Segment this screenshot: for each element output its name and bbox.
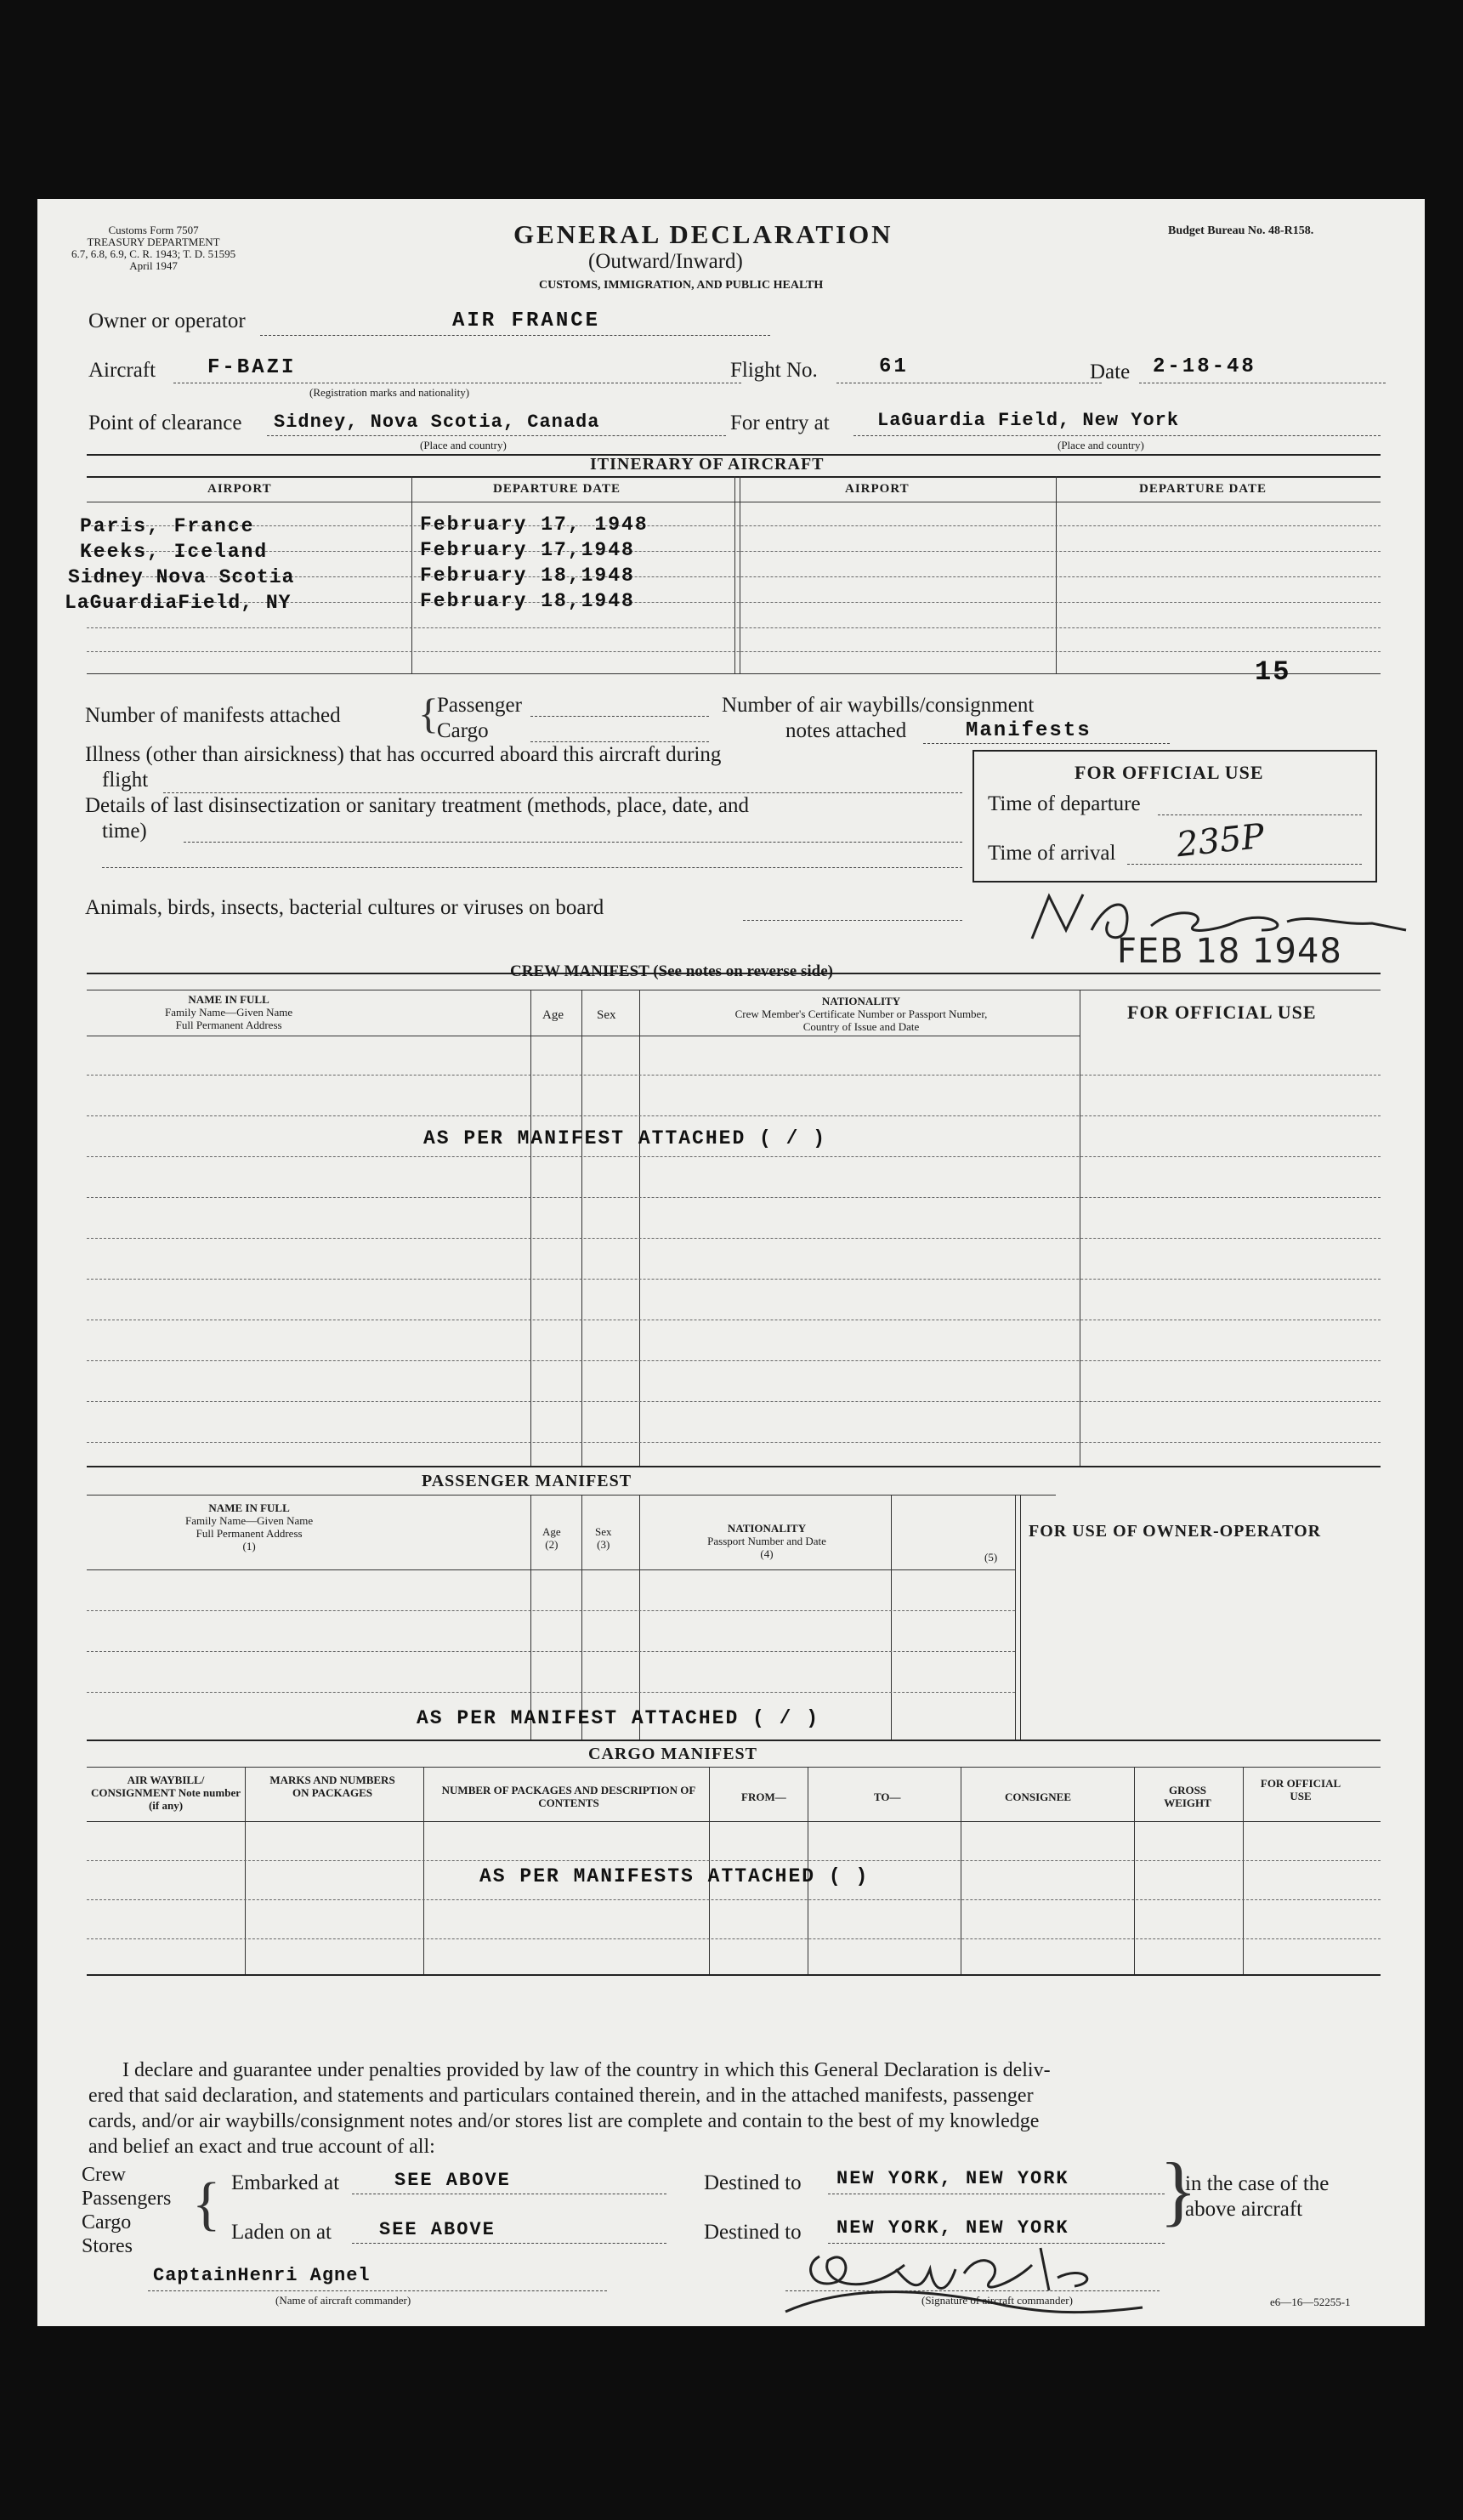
passenger-manifest-entry: AS PER MANIFEST ATTACHED ( / )	[417, 1707, 820, 1729]
cargo-col-packages: NUMBER OF PACKAGES AND DESCRIPTION OF CONTENTS	[441, 1784, 696, 1809]
clearance-note: (Place and country)	[420, 439, 507, 451]
waybills-label: Number of air waybills/consignment	[722, 694, 1035, 717]
itinerary-date: February 17, 1948	[420, 514, 649, 536]
cargo-col-consignee: CONSIGNEE	[1005, 1791, 1072, 1803]
passenger-title: PASSENGER MANIFEST	[422, 1472, 632, 1490]
crew-official-use: FOR OFFICIAL USE	[1127, 1002, 1317, 1023]
embarked-value: SEE ABOVE	[394, 2170, 511, 2191]
declaration-categories: Crew Passengers Cargo Stores	[82, 2164, 172, 2257]
passenger-col-name: NAME IN FULL Family Name—Given Name Full Permanent Address (1)	[185, 1501, 314, 1552]
owner-value: AIR FRANCE	[452, 309, 601, 332]
disinsect-label-2: time)	[102, 820, 147, 843]
embarked-label: Embarked at	[231, 2171, 340, 2194]
itinerary-col-departure-2: DEPARTURE DATE	[1139, 482, 1267, 496]
crew-col-name: NAME IN FULL Family Name—Given Name Full Permanent Address	[165, 993, 293, 1031]
disinsect-label: Details of last disinsectization or sanitary treatment (methods, place, date, and	[85, 794, 749, 817]
form-agencies: CUSTOMS, IMMIGRATION, AND PUBLIC HEALTH	[539, 279, 824, 292]
itinerary-title: ITINERARY OF AIRCRAFT	[590, 455, 825, 474]
declaration-form: Customs Form 7507 TREASURY DEPARTMENT 6.7, 6.8, 6.9, C. R. 1943; T. D. 51595 April 1947 GENERAL DECLARATION (Outward/Inward) CUSTOMS, IMMIGRATION, AND PUBLIC HEALTH Budget Bureau No. 48-R158. Owner or operator AIR FRANCE Aircraft F-BAZI (Registration marks and nationality) Flight No. 61 Date 2-18-48 Point of clearance Sidney, Nova Scotia, Canada (Place and country) For entry at LaGuardia Field, New York (Place and country) ITINERARY OF AIRCRAFT AIRPORT DEPARTURE DATE AIRPORT DEPARTURE DATE Paris, France February 17, 1948 Keeks, Iceland February 17,1948 Sidney Nova Scotia February 18,1948 LaGuardiaField, NY February 18,1948 15 Number of manifests attached { Passenger Cargo Number of air waybills/consignment notes attached Manifests Illness (other than airsickness) that has occurred aboard this aircraft during flight Details of last disinsectization or sanitary treatment (methods, place, date, and time) FOR OFFICIAL USE Time of departure Time of arrival 235P Animals, birds, insects, bacterial cultures or viruses on board FEB 18 1948 CREW MANIFEST (See notes on reverse side) NAME IN FULL Family Name—Given Name Full Permanent Address Age Sex NATIONALITY Crew Member's Certificate Number or Passport Number, Country of Issue and Date FOR OFFICIAL USE AS PER MANIFEST ATTACHED ( / ) PASSENGER MANIFEST NAME IN FULL Family Name—Given Name Full Permanent Address (1) Age (2) Sex (3) NATIONALITY Passport Number and Date (4) (5) FOR USE OF OWNER-OPERATOR AS PER MANIFEST ATTACHED ( / ) CARGO MANIFEST AIR WAYBILL/ CONSIGNMENT Note number (if any) MARKS AND NUMBERS ON PACKAGES NUMBER OF PACKAGES AND DESCRIPTION OF CONTENTS FROM— TO— CONSIGNEE GROSS WEIGHT FOR OFFICIAL USE AS PER MANIFESTS ATTACHED ( ) I declare and guarantee under penalties provided by law of the country in which this General Declaration is deliv- ered that said declaration, and statements and particulars contained therein, and in the attached manifests, passenger cards, and/or air waybills/consignment notes and/or stores list are complete and contain to the best of my knowledge and belief an exact and true account of all: Crew Passengers Cargo Stores { Embarked at SEE ABOVE Laden on at SEE ABOVE Destined to NEW YORK, NEW YORK Destined to NEW YORK, NEW YORK } in the case of the above aircraft CaptainHenri Agnel (Name of aircraft commander) (Signature of aircraft commander) e6—16—52255-1	[37, 199, 1425, 2326]
entry-label: For entry at	[730, 411, 830, 434]
time-departure-label: Time of departure	[988, 792, 1141, 815]
form-title: GENERAL DECLARATION	[513, 219, 893, 249]
illness-label-2: flight	[102, 769, 149, 792]
passenger-col-nationality: NATIONALITY Passport Number and Date (4)	[707, 1522, 826, 1560]
case-note: in the case of the above aircraft	[1185, 2172, 1330, 2221]
clearance-value: Sidney, Nova Scotia, Canada	[274, 411, 600, 433]
cargo-col-weight: GROSS WEIGHT	[1164, 1784, 1211, 1809]
budget-bureau: Budget Bureau No. 48-R158.	[1168, 224, 1314, 237]
itinerary-airport: Paris, France	[80, 515, 255, 537]
crew-manifest-entry: AS PER MANIFEST ATTACHED ( / )	[423, 1127, 827, 1149]
passenger-col-5: (5)	[984, 1551, 998, 1564]
itinerary-airport: LaGuardiaField, NY	[65, 592, 292, 614]
itinerary-date: February 18,1948	[420, 565, 635, 587]
cargo-manifest-entry: AS PER MANIFESTS ATTACHED ( )	[479, 1865, 870, 1887]
cargo-col-to: TO—	[874, 1791, 901, 1803]
destined-label-2: Destined to	[704, 2221, 802, 2244]
commander-signature	[768, 2231, 1160, 2324]
destined-value-1: NEW YORK, NEW YORK	[836, 2168, 1069, 2189]
waybills-value: Manifests	[966, 719, 1092, 742]
itinerary-date: February 17,1948	[420, 539, 635, 561]
itinerary-date: February 18,1948	[420, 590, 635, 612]
print-code: e6—16—52255-1	[1270, 2296, 1351, 2308]
passenger-col-sex: Sex (3)	[595, 1525, 612, 1551]
laden-value: SEE ABOVE	[379, 2219, 496, 2240]
official-use-title: FOR OFFICIAL USE	[1075, 762, 1264, 783]
flight-value: 61	[879, 355, 909, 378]
crew-title-text: CREW MANIFEST	[510, 962, 649, 980]
form-subtitle: (Outward/Inward)	[588, 250, 743, 273]
illness-label: Illness (other than airsickness) that has occurred aboard this aircraft during	[85, 743, 722, 766]
itinerary-col-departure: DEPARTURE DATE	[493, 482, 621, 496]
crew-col-sex: Sex	[597, 1008, 616, 1022]
owner-label: Owner or operator	[88, 309, 246, 332]
entry-value: LaGuardia Field, New York	[877, 410, 1180, 431]
clearance-label: Point of clearance	[88, 411, 242, 434]
entry-note: (Place and country)	[1058, 439, 1144, 451]
destined-value-2: NEW YORK, NEW YORK	[836, 2217, 1069, 2239]
destined-label-1: Destined to	[704, 2171, 802, 2194]
cargo-col-from: FROM—	[741, 1791, 786, 1803]
flight-label: Flight No.	[730, 359, 818, 382]
aircraft-note: (Registration marks and nationality)	[309, 386, 470, 399]
commander-name-label: (Name of aircraft commander)	[275, 2294, 411, 2307]
waybills-label-2: notes attached	[785, 719, 907, 742]
manifest-cargo-label: Cargo	[437, 719, 489, 742]
signature-label: (Signature of aircraft commander)	[921, 2294, 1073, 2307]
form-id: Customs Form 7507 TREASURY DEPARTMENT 6.7, 6.8, 6.9, C. R. 1943; T. D. 51595 April 1947	[71, 224, 236, 272]
time-arrival-label: Time of arrival	[988, 842, 1116, 865]
cargo-col-official: FOR OFFICIAL USE	[1260, 1777, 1341, 1802]
itinerary-col-airport-2: AIRPORT	[845, 482, 910, 496]
aircraft-label: Aircraft	[88, 359, 156, 382]
crew-title	[510, 962, 833, 981]
manifest-passenger-label: Passenger	[437, 694, 522, 717]
manifests-count-label: Number of manifests attached	[85, 704, 341, 727]
laden-label: Laden on at	[231, 2221, 332, 2244]
cargo-col-marks: MARKS AND NUMBERS ON PACKAGES	[269, 1774, 395, 1799]
date-stamp: FEB 18 1948	[1117, 932, 1342, 971]
aircraft-value: F-BAZI	[207, 356, 297, 379]
itinerary-airport: Keeks, Iceland	[80, 541, 269, 563]
date-value: 2-18-48	[1153, 355, 1256, 378]
waybills-count: 15	[1255, 656, 1291, 688]
date-label: Date	[1090, 360, 1131, 383]
crew-col-age: Age	[542, 1008, 564, 1022]
animals-label: Animals, birds, insects, bacterial cultures or viruses on board	[85, 896, 604, 919]
crew-title-note: (See notes on reverse side)	[653, 962, 833, 980]
cargo-title: CARGO MANIFEST	[588, 1745, 758, 1763]
time-arrival-value: 235P	[1174, 816, 1267, 866]
commander-name: CaptainHenri Agnel	[153, 2265, 371, 2286]
crew-col-nationality: NATIONALITY Crew Member's Certificate Number or Passport Number, Country of Issue and Date	[734, 995, 988, 1033]
owner-operator-use: FOR USE OF OWNER-OPERATOR	[1029, 1522, 1322, 1541]
declaration-text: I declare and guarantee under penalties provided by law of the country in which this General Declaration is deliv- ered that said declaration, and statements and particulars contained therein, and in the attached manifests, passenger cards, and/or air waybills/consignment notes and/or stores list are complete and contain to the best of my knowledge and belief an exact and true account of all:	[88, 2059, 1051, 2158]
cargo-col-waybill: AIR WAYBILL/ CONSIGNMENT Note number (if any)	[91, 1774, 241, 1812]
itinerary-col-airport: AIRPORT	[207, 482, 272, 496]
passenger-col-age: Age (2)	[542, 1525, 561, 1551]
itinerary-airport: Sidney Nova Scotia	[68, 566, 295, 588]
